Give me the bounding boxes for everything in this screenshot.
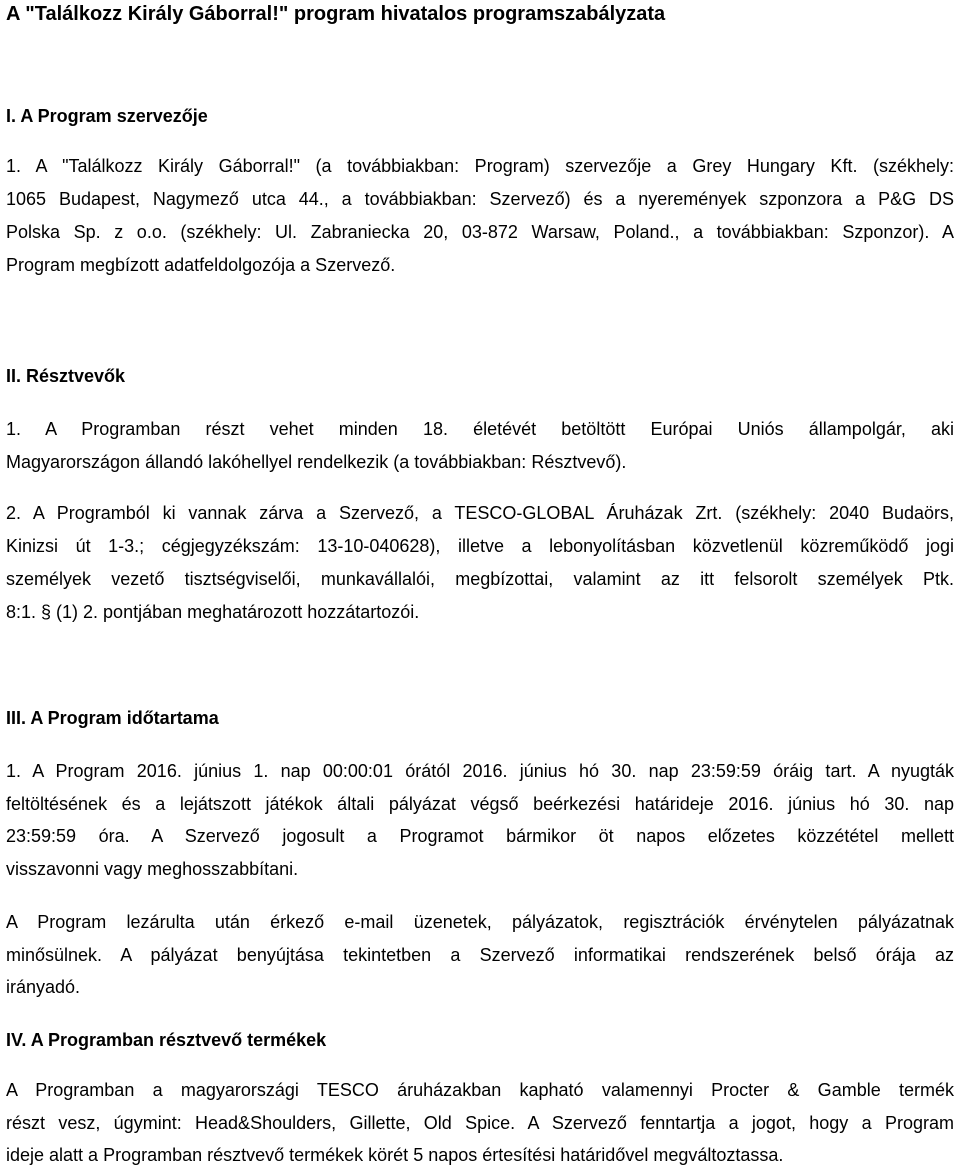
paragraph-exclusions — [6, 497, 954, 629]
paragraph-line: A Program lezárulta után érkező e-mail üzenetek, pályázatok, regisztrációk érvénytelen pályázatnak — [6, 912, 954, 932]
paragraph-organizer — [6, 150, 954, 282]
paragraph-line: minősülnek. A pályázat benyújtása tekintetben a Szervező informatikai rendszerének belső órája az — [6, 944, 954, 965]
section-heading-participants: II. Résztvevők — [6, 366, 126, 386]
document-title: A "Találkozz Király Gáborral!" program hivatalos programszabályzata — [6, 3, 666, 25]
paragraph-line: A Programban a magyarországi TESCO áruházakban kapható valamennyi Procter & Gamble termék — [6, 1080, 954, 1100]
paragraph-line: 1. A "Találkozz Király Gáborral!" (a továbbiakban: Program) szervezője a Grey Hungary Kft. (székhely: — [6, 156, 954, 176]
paragraph-line: visszavonni vagy meghosszabbítani. — [6, 858, 299, 879]
section-heading-organizer: I. A Program szervezője — [6, 106, 208, 126]
paragraph-products — [6, 1074, 954, 1172]
paragraph-line: Polska Sp. z o.o. (székhely: Ul. Zabraniecka 20, 03-872 Warsaw, Poland., a továbbiakban: Szponzor). A — [6, 222, 954, 242]
section-heading-products: IV. A Programban résztvevő termékek — [6, 1030, 327, 1050]
paragraph-line: Kinizsi út 1-3.; cégjegyzékszám: 13-10-040628), illetve a lebonyolításban közvetlenül közreműködő jogi — [6, 536, 954, 556]
paragraph-late-submissions — [6, 906, 954, 1004]
paragraph-line: Magyarországon állandó lakóhellyel rendelkezik (a továbbiakban: Résztvevő). — [6, 452, 627, 472]
paragraph-line: 1. A Programban részt vehet minden 18. életévét betöltött Európai Uniós állampolgár, aki — [6, 419, 954, 439]
paragraph-line: 1065 Budapest, Nagymező utca 44., a továbbiakban: Szervező) és a nyeremények szponzora a P&G DS — [6, 189, 954, 209]
section-heading-duration: III. A Program időtartama — [6, 708, 219, 728]
paragraph-line: részt vesz, úgymint: Head&Shoulders, Gillette, Old Spice. A Szervező fenntartja a jogot, hogy a Program — [6, 1112, 954, 1133]
paragraph-line: feltöltésének és a lejátszott játékok általi pályázat végső beérkezési határideje 2016. június hó 30. nap — [6, 793, 954, 814]
paragraph-duration — [6, 755, 954, 885]
paragraph-line: 8:1. § (1) 2. pontjában meghatározott hozzátartozói. — [6, 602, 420, 622]
paragraph-line: személyek vezető tisztségviselői, munkavállalói, megbízottai, valamint az itt felsorolt személyek Ptk. — [6, 569, 954, 589]
paragraph-line: Program megbízott adatfeldolgozója a Szervező. — [6, 255, 396, 275]
paragraph-line: 23:59:59 óra. A Szervező jogosult a Programot bármikor öt napos előzetes közzététel mellett — [6, 826, 954, 846]
paragraph-line: ideje alatt a Programban résztvevő termékek körét 5 napos értesítési határidővel megváltoztassa. — [6, 1145, 784, 1165]
paragraph-line: 1. A Program 2016. június 1. nap 00:00:01 órától 2016. június hó 30. nap 23:59:59 óráig tart. A nyugták — [6, 761, 954, 781]
paragraph-line: 2. A Programból ki vannak zárva a Szervező, a TESCO-GLOBAL Áruházak Zrt. (székhely: 2040 Budaörs, — [6, 503, 954, 523]
paragraph-eligibility — [6, 413, 954, 479]
paragraph-line: irányadó. — [6, 977, 81, 997]
